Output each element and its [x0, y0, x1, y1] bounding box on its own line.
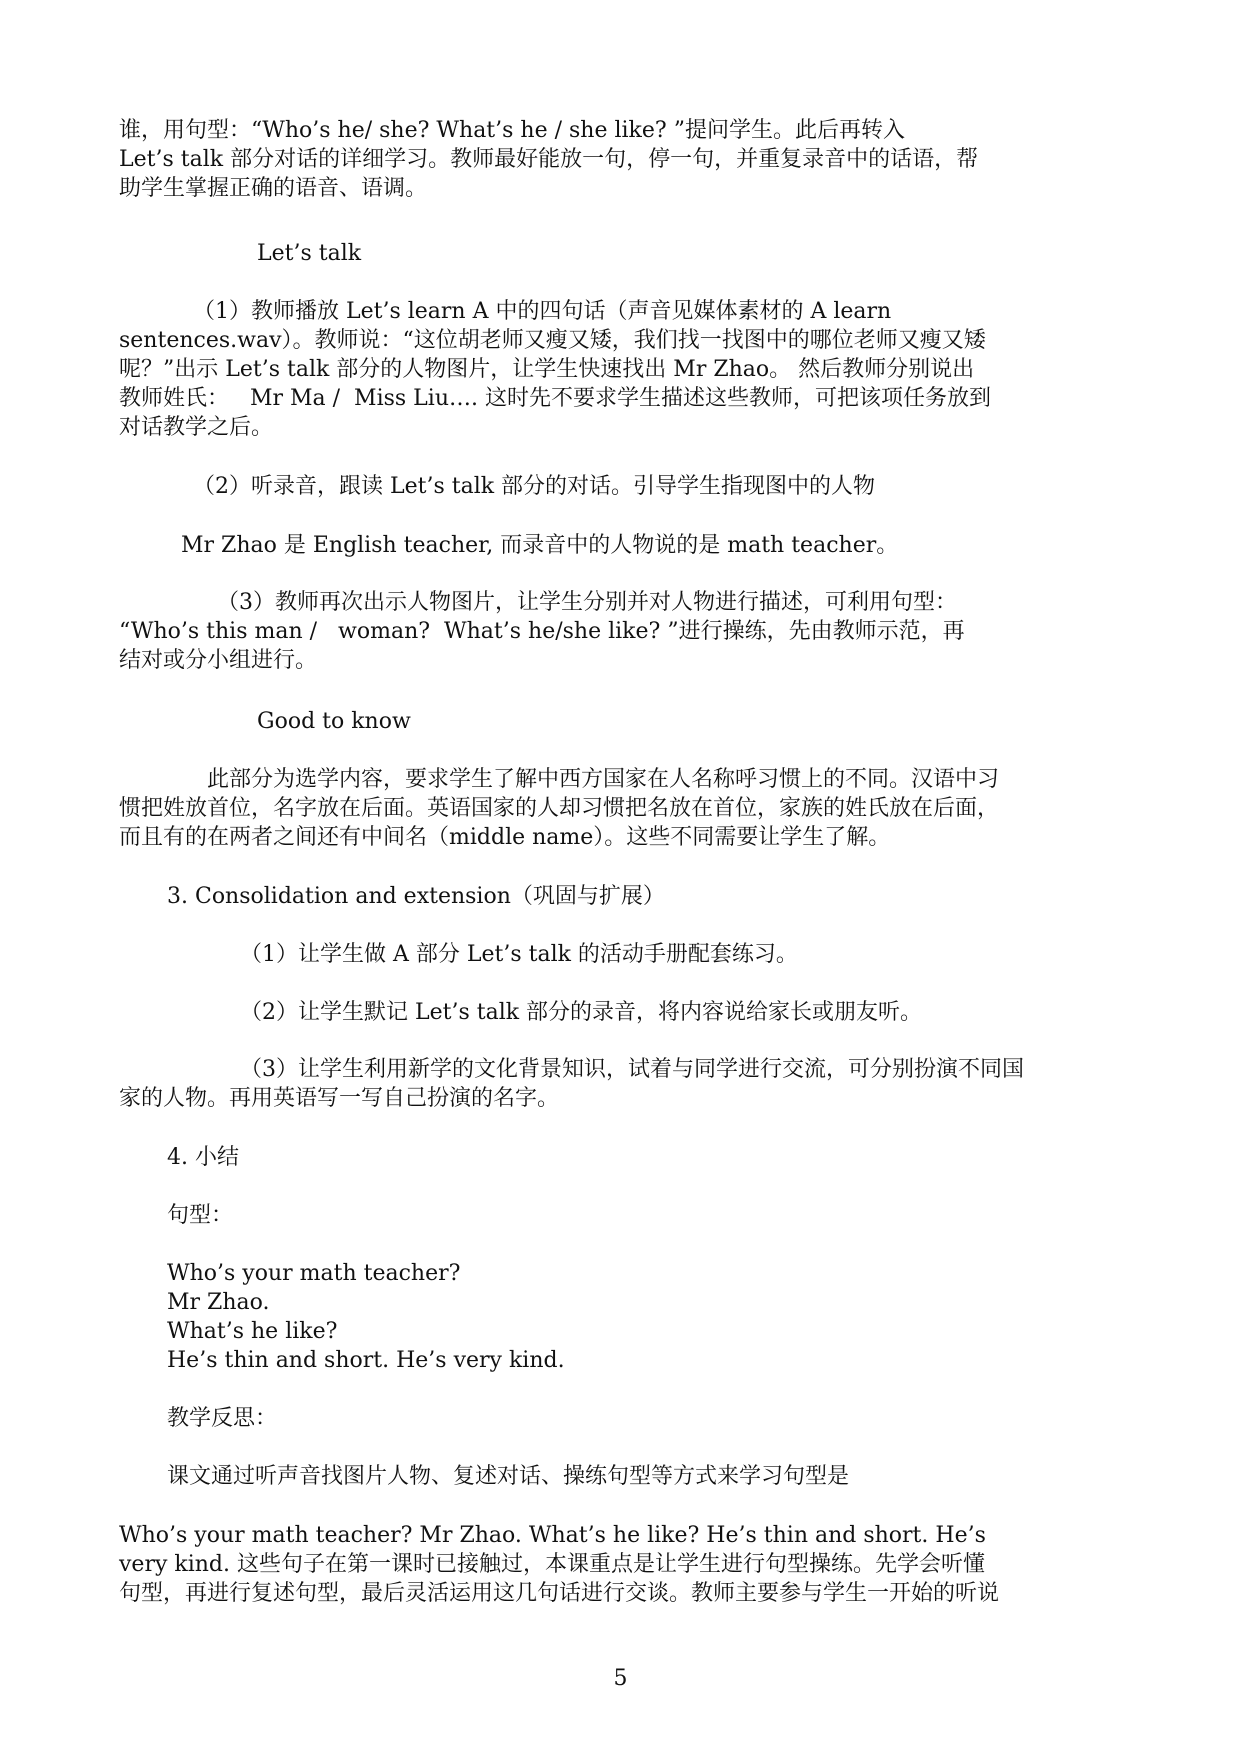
text-line: very kind. 这些句子在第一课时已接触过，本课重点是让学生进行句型操练。先学会听懂 [119, 1552, 985, 1577]
text-line: He’s thin and short. He’s very kind. [167, 1348, 565, 1373]
text-line: What’s he like? [167, 1319, 338, 1344]
text-line: sentences.wav）。教师说：“这位胡老师又瘦又矮，我们找一找图中的哪位老师又瘦又矮 [119, 328, 986, 353]
text-line: 句型，再进行复述句型，最后灵活运用这几句话进行交谈。教师主要参与学生一开始的听说 [119, 1581, 1000, 1606]
text-line: （2）听录音，跟读 Let’s talk 部分的对话。引导学生指现图中的人物 [193, 474, 876, 499]
text-line: （1）让学生做 A 部分 Let’s talk 的活动手册配套练习。 [240, 942, 798, 967]
text-line: 谁，用句型：“Who’s he/ she? What’s he / she like? ”提问学生。此后再转入 [119, 118, 905, 143]
text-line: 结对或分小组进行。 [119, 648, 318, 673]
text-line: 对话教学之后。 [119, 415, 274, 440]
text-line: Who’s your math teacher? Mr Zhao. What’s he like? He’s thin and short. He’s [119, 1523, 986, 1548]
text-line: Mr Zhao 是 English teacher, 而录音中的人物说的是 math teacher。 [181, 533, 899, 558]
text-line: （3）教师再次出示人物图片，让学生分别并对人物进行描述，可利用句型： [217, 590, 957, 615]
text-line: Mr Zhao. [167, 1290, 270, 1315]
text-line: Let’s talk 部分对话的详细学习。教师最好能放一句，停一句，并重复录音中的话语，帮 [119, 147, 979, 172]
text-line: （1）教师播放 Let’s learn A 中的四句话（声音见媒体素材的 A learn [193, 299, 892, 324]
text-line: “Who’s this man / woman? What’s he/she like? ”进行操练，先由教师示范，再 [119, 619, 965, 644]
section-heading: 3. Consolidation and extension（巩固与扩展） [167, 884, 665, 909]
text-line: 教师姓氏： Mr Ma / Miss Liu…. 这时先不要求学生描述这些教师，可把该项任务放到 [119, 386, 991, 411]
text-line: 助学生掌握正确的语音、语调。 [119, 176, 428, 201]
text-line: 句型： [167, 1203, 234, 1228]
text-line: 惯把姓放首位，名字放在后面。英语国家的人却习惯把名放在首位，家族的姓氏放在后面， [119, 796, 1000, 821]
text-line: 家的人物。再用英语写一写自己扮演的名字。 [119, 1086, 560, 1111]
text-line: 此部分为选学内容，要求学生了解中西方国家在人名称呼习惯上的不同。汉语中习 [207, 767, 1000, 792]
section-heading: Good to know [257, 709, 411, 734]
text-line: （2）让学生默记 Let’s talk 部分的录音，将内容说给家长或朋友听。 [240, 1000, 923, 1025]
text-line: 而且有的在两者之间还有中间名（middle name）。这些不同需要让学生了解。 [119, 825, 891, 850]
section-heading: Let’s talk [257, 241, 362, 266]
section-heading: 4. 小结 [167, 1145, 239, 1170]
text-line: Who’s your math teacher? [167, 1261, 461, 1286]
text-line: 教学反思： [167, 1406, 278, 1431]
text-line: 课文通过听声音找图片人物、复述对话、操练句型等方式来学习句型是 [167, 1464, 850, 1489]
text-line: 呢？”出示 Let’s talk 部分的人物图片，让学生快速找出 Mr Zhao。 然后教师分别说出 [119, 357, 975, 382]
text-line: （3）让学生利用新学的文化背景知识，试着与同学进行交流，可分别扮演不同国 [240, 1057, 1024, 1082]
page-number: 5 [613, 1666, 628, 1691]
